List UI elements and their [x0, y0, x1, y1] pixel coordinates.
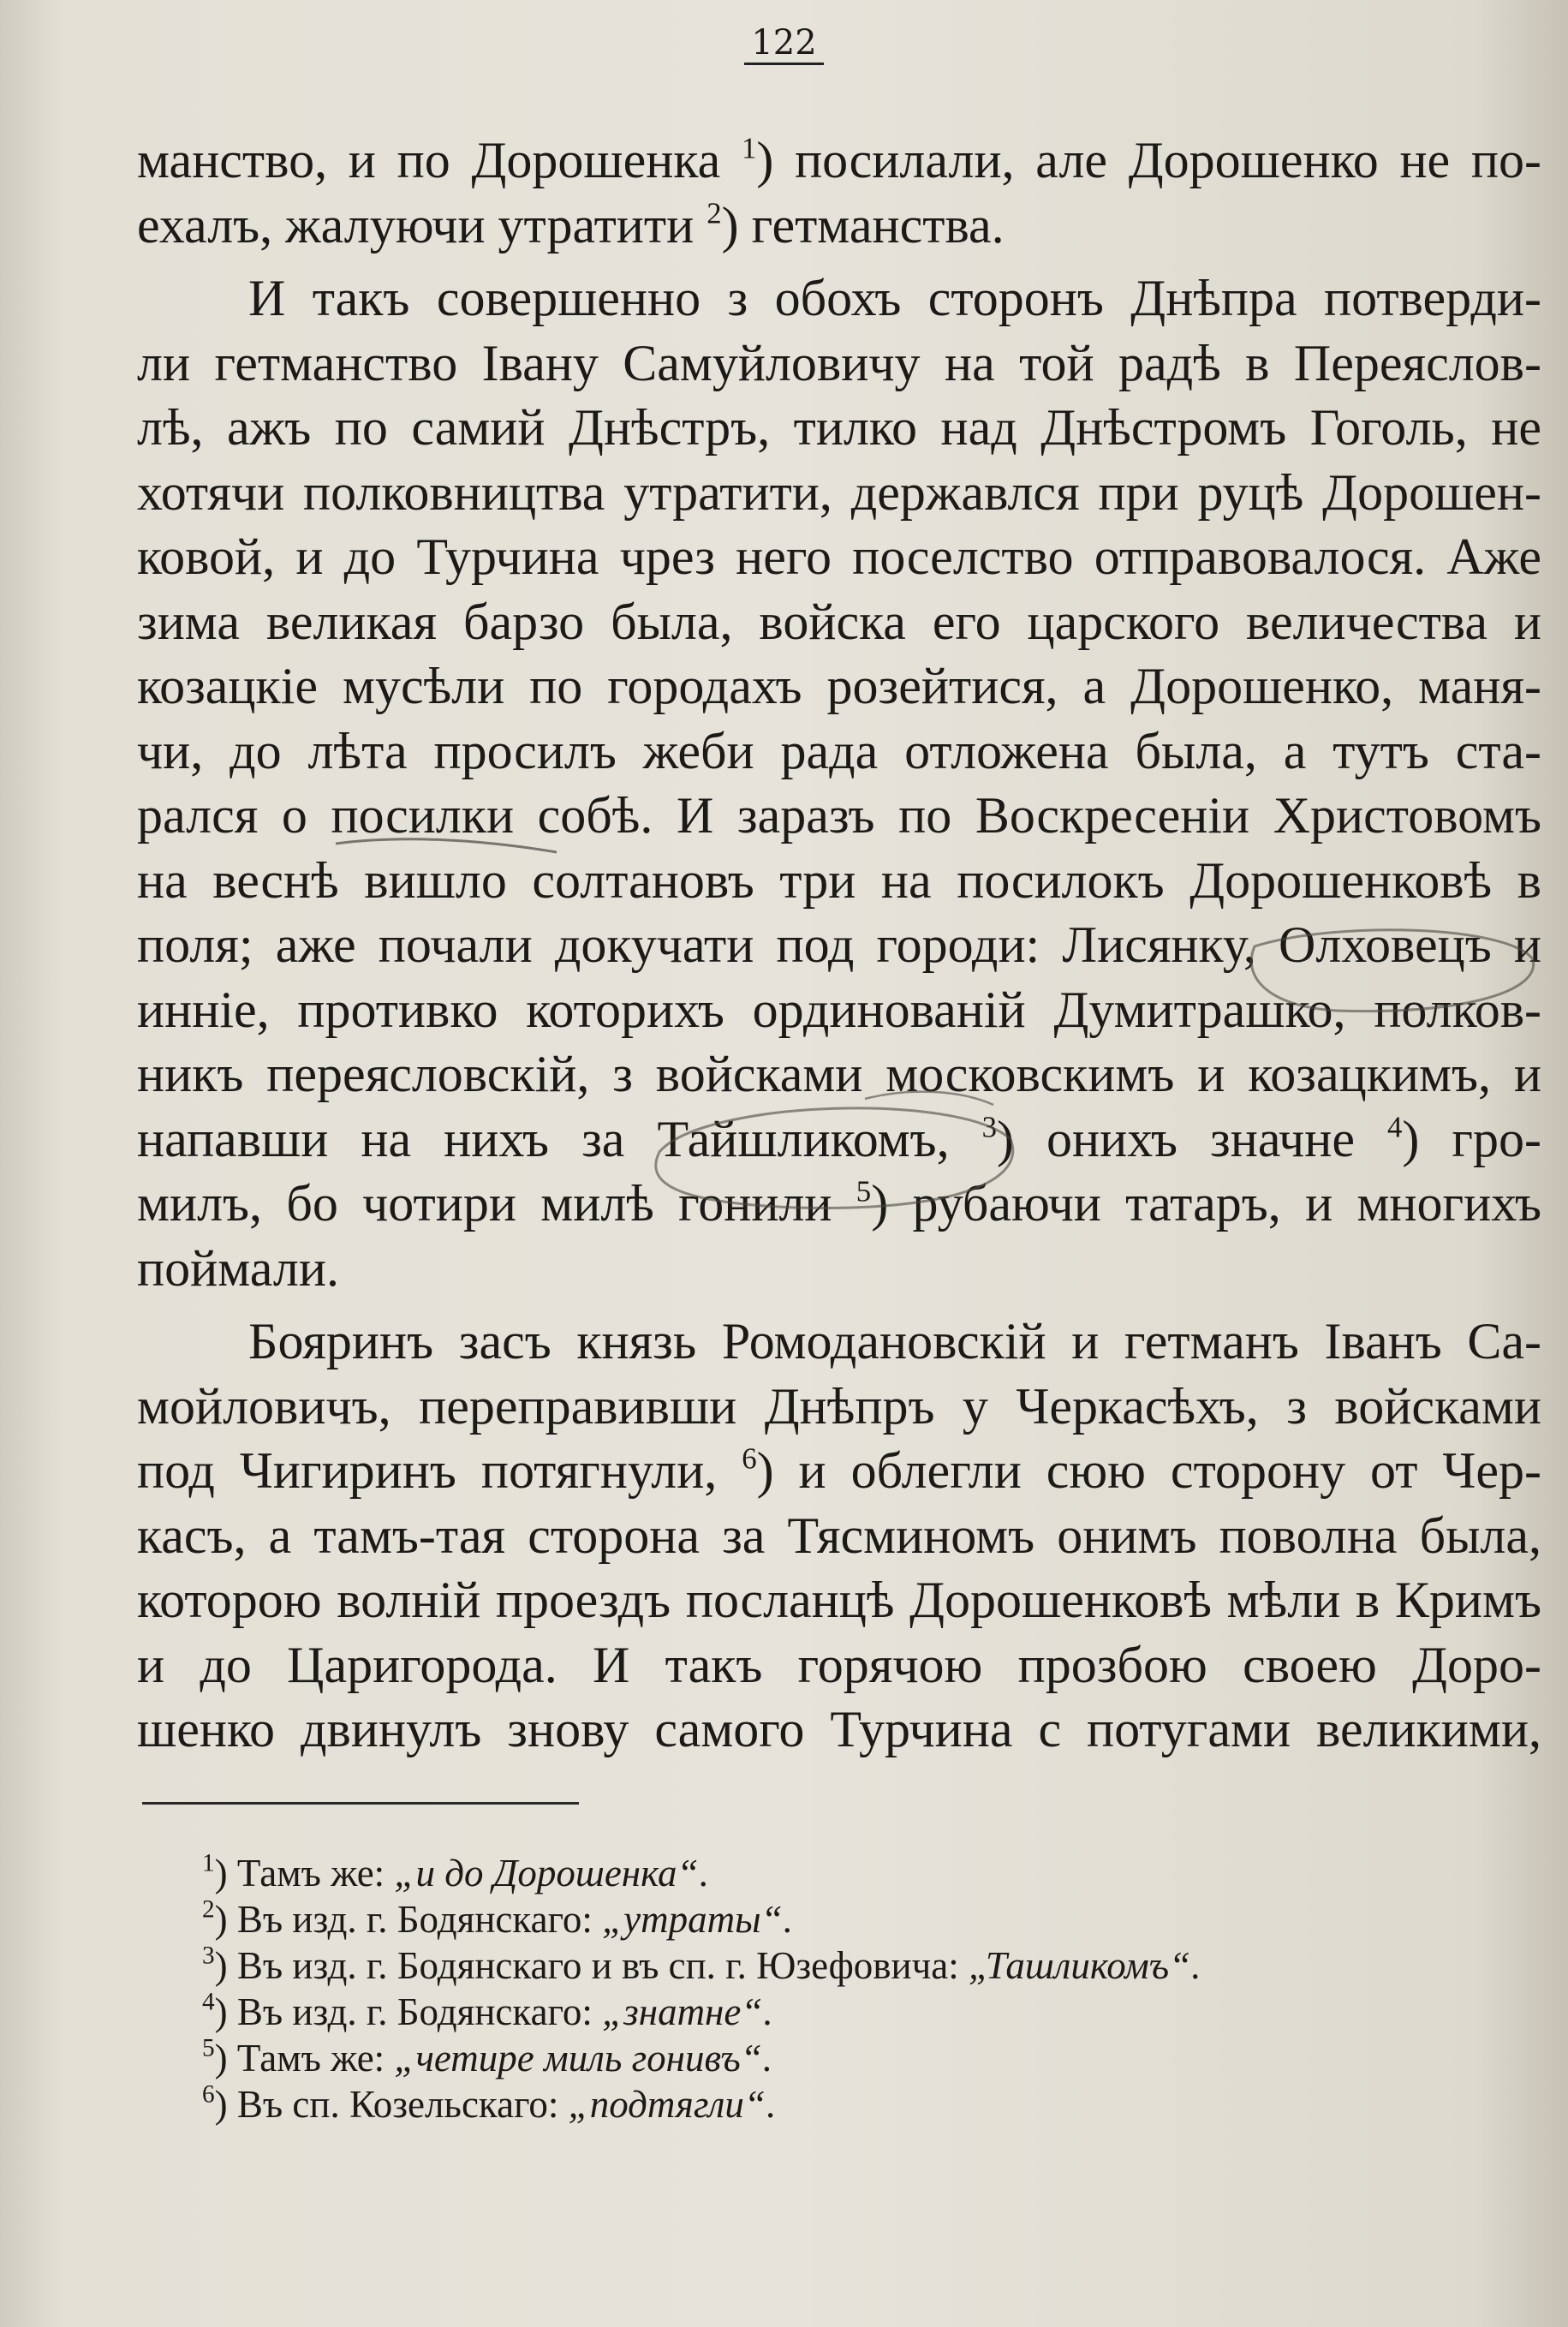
- footnote: $^1$) Тамъ же: „и до Дорошенка“.: [202, 1849, 708, 1894]
- text-line: и до Царигорода. И такъ горячою прозбою своею Доро-: [137, 1636, 1541, 1693]
- text-line: мойловичъ, переправивши Днѣпръ у Черкасѣхъ, з войсками: [137, 1377, 1541, 1435]
- text-line: рался о посилки собѣ. И заразъ по Воскресеніи Христовомъ: [137, 787, 1541, 844]
- footnote-ref[interactable]: 2: [706, 195, 722, 230]
- text-line: инніе, противко которихъ ординованій Думитрашко, полков-: [137, 981, 1541, 1038]
- text-line: Бояринъ засъ князь Ромодановскій и гетманъ Іванъ Са-: [248, 1313, 1541, 1369]
- text-line: манство, и по Дорошенка $^1$) посилали, але Дорошенко не по-: [137, 131, 1542, 188]
- footnote: $^3$) Въ изд. г. Бодянскаго и въ сп. г. Юзефовича: „Ташликомъ“.: [202, 1942, 1201, 1987]
- footnote: $^4$) Въ изд. г. Бодянскаго: „знатне“.: [202, 1988, 772, 2033]
- text-line: хотячи полковництва утратити, державлся при руцѣ Дорошен-: [137, 463, 1541, 521]
- text-line: поля; аже почали докучати под городи: Лисянку, Олховецъ и: [137, 916, 1541, 973]
- text-line: ехалъ, жалуючи утратити $^2$) гетманства.: [137, 195, 1005, 254]
- text-line: милъ, бо чотири милѣ гонили $^5$) рубаючи татаръ, и многихъ: [137, 1174, 1541, 1232]
- footnote: $^6$) Въ сп. Козельскаго: „подтягли“.: [202, 2080, 776, 2126]
- footnote-ref[interactable]: 4: [1387, 1109, 1403, 1143]
- text-line: никъ переясловскій, з войсками московскимъ и козацкимъ, и: [137, 1046, 1541, 1102]
- text-line: ковой, и до Турчина чрез него поселство отправовалося. Аже: [137, 528, 1541, 585]
- text-line: напавши на нихъ за Тайшликомъ, $^3$) онихъ значне $^4$) гро-: [137, 1109, 1542, 1167]
- text-line: зима великая барзо была, войска его царского величества и: [137, 593, 1541, 650]
- text-line: на веснѣ вишло солтановъ три на посилокъ Дорошенковѣ в: [137, 851, 1541, 909]
- footnote-ref[interactable]: 1: [741, 131, 757, 165]
- footnotes: [202, 1850, 1521, 2127]
- text-line: которою волній проездъ посланцѣ Дорошенковѣ мѣли в Кримъ: [137, 1572, 1541, 1628]
- text-line: лѣ, ажъ по самий Днѣстръ, тилко над Днѣстромъ Гоголь, не: [137, 399, 1541, 456]
- footnote-ref[interactable]: 3: [981, 1109, 998, 1143]
- footnote-ref[interactable]: 5: [856, 1174, 872, 1208]
- text-line: И такъ совершенно з обохъ сторонъ Днѣпра потверди-: [248, 270, 1541, 326]
- text-line: поймали.: [137, 1239, 339, 1297]
- footnote-ref[interactable]: 6: [742, 1441, 757, 1476]
- text-line: козацкіе мусѣли по городахъ розейтися, а Дорошенко, маня-: [137, 658, 1541, 714]
- footnote: $^5$) Тамъ же: „четире миль гонивъ“.: [202, 2034, 772, 2079]
- footnote: $^2$) Въ изд. г. Бодянскаго: „утраты“.: [202, 1895, 792, 1941]
- text-line: шенко двинулъ знову самого Турчина с потугами великими,: [137, 1701, 1541, 1757]
- text-line: ли гетманство Івану Самуйловичу на той радѣ в Переяслов-: [137, 334, 1541, 391]
- text-line: под Чигиринъ потягнули, $^6$) и облегли сюю сторону от Чер-: [137, 1441, 1541, 1499]
- page-number: 122: [0, 19, 1568, 67]
- footnote-separator: [142, 1802, 579, 1805]
- text-line: касъ, а тамъ-тая сторона за Тясминомъ онимъ поволна была,: [137, 1507, 1541, 1564]
- text-line: чи, до лѣта просилъ жеби рада отложена была, а тутъ ста-: [137, 722, 1541, 779]
- body-text: [137, 128, 1541, 1763]
